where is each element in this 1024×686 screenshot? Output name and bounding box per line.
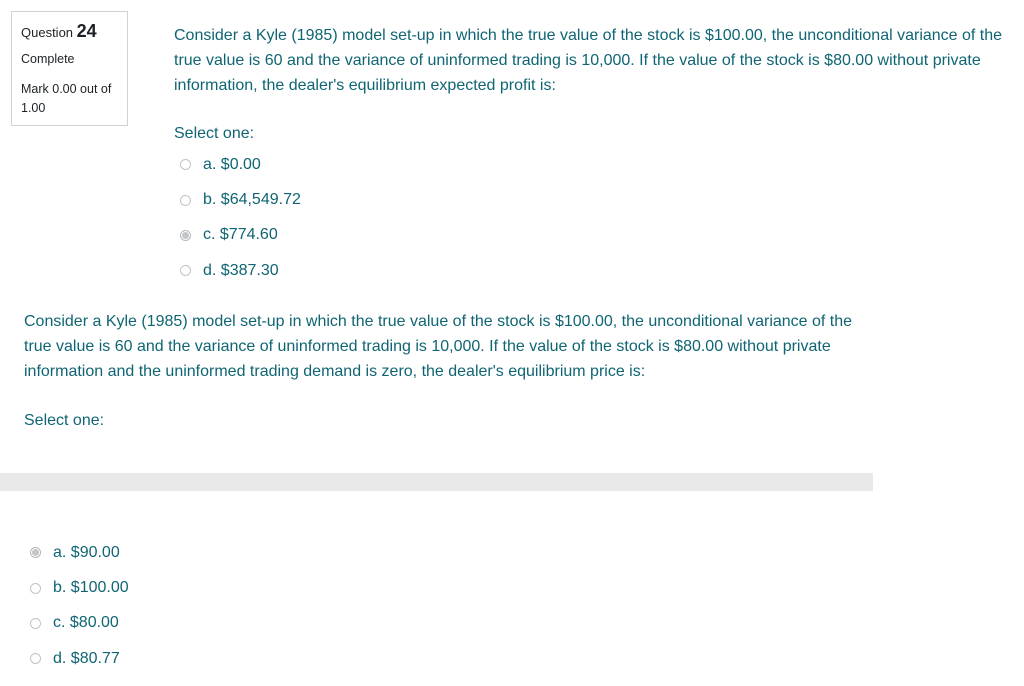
question-info-box [11,11,128,126]
q1-option-d[interactable] [180,253,301,288]
q2-radio-b[interactable] [30,583,41,594]
question-state: Complete [21,52,75,66]
q2-option-d-label: d. $80.77 [53,649,120,667]
q2-option-b-label: b. $100.00 [53,579,129,597]
section-divider-bar [0,473,873,491]
q2-option-c[interactable] [30,606,129,641]
q2-radio-a[interactable] [30,547,41,558]
question-2-text: Consider a Kyle (1985) model set-up in which the true value of the stock is $100.00, the unconditional variance of the true value is 60 and the variance of uninformed trading is 10,000. If the value of the stock is $80.00 without private information and the uninformed trading demand is zero, the dealer's equilibrium price is: [24,313,853,380]
q1-option-b-label: b. $64,549.72 [203,191,301,209]
question-number-value: 24 [76,21,97,41]
q1-option-c[interactable] [180,218,301,253]
question-1-text: Consider a Kyle (1985) model set-up in which the true value of the stock is $100.00, the unconditional variance of the true value is 60 and the variance of uninformed trading is 10,000. If the value of the stock is $80.00 without private information, the dealer's equilibrium expected profit is: [174,27,1003,94]
q1-radio-d[interactable] [180,265,191,276]
question-2-prompt: Select one: [24,412,105,429]
q2-option-a[interactable] [30,535,129,570]
q1-radio-a[interactable] [180,159,191,170]
q1-option-b[interactable] [180,182,301,217]
q1-option-a[interactable] [180,147,301,182]
question-1-answer-options [180,147,301,289]
question-grade: Mark 0.00 out of 1.00 [21,82,112,115]
q1-radio-c[interactable] [180,230,191,241]
question-number [21,20,118,44]
q1-option-d-label: d. $387.30 [203,261,279,279]
q2-radio-c[interactable] [30,618,41,629]
question-label: Question [21,25,74,40]
q2-option-a-label: a. $90.00 [53,543,120,561]
q1-radio-b[interactable] [180,195,191,206]
q2-option-b[interactable] [30,570,129,605]
q2-radio-d[interactable] [30,653,41,664]
question-1-prompt: Select one: [174,125,255,142]
q2-option-c-label: c. $80.00 [53,614,119,632]
q1-option-a-label: a. $0.00 [203,155,261,173]
question-2-answer-options [30,535,129,677]
q2-option-d[interactable] [30,641,129,676]
q1-option-c-label: c. $774.60 [203,226,278,244]
